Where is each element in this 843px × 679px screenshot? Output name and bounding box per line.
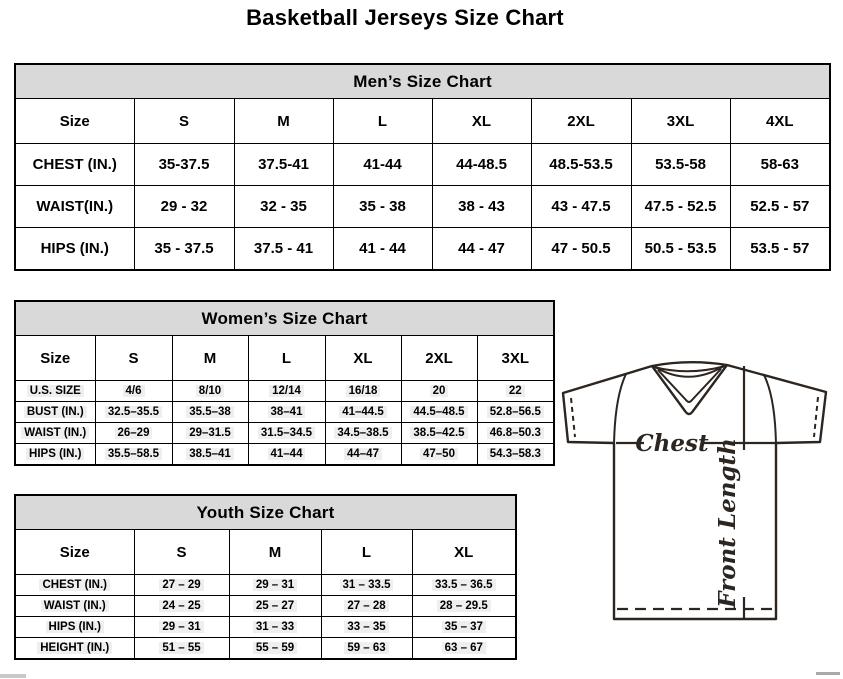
cell-value: 38.5–42.5 (410, 427, 467, 439)
cell-value: 58-63 (760, 156, 799, 173)
table-cell (412, 575, 516, 596)
table-cell (531, 228, 631, 271)
womens-table (14, 300, 555, 466)
cell-value: 41–44.5 (339, 406, 387, 418)
table-cell (95, 402, 172, 423)
cell-value: 35 - 37.5 (154, 240, 214, 257)
table-cell (248, 381, 325, 402)
cell-value: 28 – 29.5 (437, 600, 491, 612)
cell-value: 35 – 37 (442, 621, 486, 633)
table-cell (172, 444, 248, 466)
row-label (15, 186, 134, 228)
row-label-text: HIPS (IN.) (40, 240, 109, 257)
table-cell (134, 617, 229, 638)
row-label-text: HIPS (IN.) (26, 448, 84, 460)
row-label-text: HEIGHT (IN.) (37, 642, 112, 654)
table-row (15, 144, 830, 186)
row-label (15, 228, 134, 271)
table-cell (229, 638, 321, 660)
table-row (15, 617, 516, 638)
table-cell (321, 575, 412, 596)
table-cell (248, 423, 325, 444)
column-header: S (134, 530, 229, 575)
table-cell (477, 423, 554, 444)
scrollbar-fragment-right (816, 672, 840, 675)
row-label-text: HIPS (IN.) (46, 621, 104, 633)
cell-value: 47 - 50.5 (551, 240, 611, 257)
cell-value: 24 – 25 (159, 600, 203, 612)
size-row-label: Size (15, 336, 95, 381)
column-header: S (95, 336, 172, 381)
cell-value: 46.8–50.3 (487, 427, 544, 439)
column-header: 2XL (401, 336, 477, 381)
cell-value: 41 - 44 (359, 240, 406, 257)
youth-size-chart (14, 494, 515, 660)
column-header: M (172, 336, 248, 381)
cell-value: 50.5 - 53.5 (644, 240, 717, 257)
size-row-label: Size (15, 530, 134, 575)
mens-section-title: Men’s Size Chart (15, 64, 830, 99)
table-row (15, 228, 830, 271)
row-label (15, 402, 95, 423)
table-cell (333, 144, 432, 186)
column-header: M (234, 99, 333, 144)
table-cell (432, 144, 531, 186)
cell-value: 38.5–41 (186, 448, 234, 460)
table-cell (477, 381, 554, 402)
table-row (15, 186, 830, 228)
table-cell (325, 381, 401, 402)
row-label (15, 444, 95, 466)
table-cell (631, 228, 730, 271)
table-row (15, 444, 554, 466)
cell-value: 12/14 (269, 385, 304, 397)
cell-value: 47–50 (420, 448, 458, 460)
cell-value: 33.5 – 36.5 (432, 579, 496, 591)
table-cell (412, 638, 516, 660)
row-label (15, 144, 134, 186)
table-cell (477, 402, 554, 423)
row-label-text: WAIST (IN.) (41, 600, 109, 612)
womens-section-title: Women’s Size Chart (15, 301, 554, 336)
page-title: Basketball Jerseys Size Chart (246, 5, 564, 30)
table-cell (531, 186, 631, 228)
table-cell (134, 228, 234, 271)
cell-value: 44 - 47 (458, 240, 505, 257)
front-length-label: Front Length (714, 438, 741, 608)
table-cell (401, 423, 477, 444)
cell-value: 31 – 33.5 (340, 579, 394, 591)
cell-value: 31 – 33 (253, 621, 297, 633)
table-cell (631, 186, 730, 228)
cell-value: 31.5–34.5 (258, 427, 315, 439)
table-row (15, 381, 554, 402)
table-cell (333, 186, 432, 228)
table-cell (172, 381, 248, 402)
cell-value: 33 – 35 (344, 621, 388, 633)
column-header: L (333, 99, 432, 144)
cell-value: 29–31.5 (186, 427, 234, 439)
column-header: 3XL (631, 99, 730, 144)
cell-value: 52.8–56.5 (487, 406, 544, 418)
cell-value: 34.5–38.5 (334, 427, 391, 439)
table-cell (325, 423, 401, 444)
table-cell (730, 186, 830, 228)
table-cell (321, 638, 412, 660)
table-cell (234, 186, 333, 228)
table-row (15, 575, 516, 596)
row-label-text: WAIST(IN.) (36, 198, 114, 215)
column-header: XL (432, 99, 531, 144)
scrollbar-fragment-left (0, 674, 26, 678)
column-header: 4XL (730, 99, 830, 144)
table-cell (321, 617, 412, 638)
table-cell (412, 596, 516, 617)
cell-value: 52.5 - 57 (750, 198, 810, 215)
table-cell (134, 638, 229, 660)
cell-value: 55 – 59 (253, 642, 297, 654)
jersey-outline (563, 362, 826, 619)
table-cell (432, 228, 531, 271)
table-cell (95, 444, 172, 466)
column-header: XL (325, 336, 401, 381)
row-label-text: WAIST (IN.) (21, 427, 89, 439)
cell-value: 35 - 38 (359, 198, 406, 215)
womens-size-chart (14, 300, 553, 466)
cell-value: 8/10 (196, 385, 224, 397)
cell-value: 44.5–48.5 (410, 406, 467, 418)
table-row (15, 638, 516, 660)
cell-value: 32 - 35 (260, 198, 307, 215)
chest-label: Chest (635, 430, 709, 457)
row-label (15, 617, 134, 638)
cell-value: 59 – 63 (344, 642, 388, 654)
table-cell (234, 228, 333, 271)
cell-value: 48.5-53.5 (549, 156, 613, 173)
table-cell (531, 144, 631, 186)
column-header: M (229, 530, 321, 575)
table-cell (325, 402, 401, 423)
row-label-text: BUST (IN.) (24, 406, 87, 418)
youth-table (14, 494, 517, 660)
cell-value: 35.5–38 (186, 406, 234, 418)
cell-value: 29 – 31 (253, 579, 297, 591)
row-label (15, 638, 134, 660)
column-header: 3XL (477, 336, 554, 381)
column-header: S (134, 99, 234, 144)
table-cell (401, 444, 477, 466)
table-cell (477, 444, 554, 466)
cell-value: 16/18 (346, 385, 381, 397)
table-cell (229, 617, 321, 638)
column-header: XL (412, 530, 516, 575)
jersey-measurement-diagram (551, 357, 836, 627)
cell-value: 44–47 (344, 448, 382, 460)
cell-value: 47.5 - 52.5 (644, 198, 717, 215)
table-cell (95, 423, 172, 444)
table-cell (134, 186, 234, 228)
table-cell (401, 381, 477, 402)
column-header: L (248, 336, 325, 381)
cell-value: 53.5-58 (655, 156, 706, 173)
table-cell (134, 144, 234, 186)
table-cell (325, 444, 401, 466)
cell-value: 29 - 32 (160, 198, 208, 215)
row-label-text: CHEST (IN.) (32, 156, 117, 173)
cell-value: 53.5 - 57 (750, 240, 810, 257)
cell-value: 38 - 43 (458, 198, 505, 215)
mens-size-chart (14, 63, 829, 271)
table-cell (631, 144, 730, 186)
cell-value: 26–29 (115, 427, 153, 439)
row-label (15, 596, 134, 617)
table-cell (730, 228, 830, 271)
table-cell (401, 402, 477, 423)
cell-value: 22 (506, 385, 525, 397)
cell-value: 35-37.5 (158, 156, 210, 173)
column-header: 2XL (531, 99, 631, 144)
table-cell (95, 381, 172, 402)
table-cell (134, 575, 229, 596)
table-cell (321, 596, 412, 617)
cell-value: 35.5–58.5 (105, 448, 162, 460)
cell-value: 25 – 27 (253, 600, 297, 612)
cell-value: 41-44 (363, 156, 402, 173)
cell-value: 27 – 29 (159, 579, 203, 591)
row-label-text: U.S. SIZE (27, 385, 84, 397)
cell-value: 37.5-41 (258, 156, 309, 173)
cell-value: 27 – 28 (344, 600, 388, 612)
row-label-text: CHEST (IN.) (39, 579, 110, 591)
table-cell (432, 186, 531, 228)
table-row (15, 596, 516, 617)
cell-value: 38–41 (268, 406, 306, 418)
cell-value: 20 (430, 385, 449, 397)
column-header: L (321, 530, 412, 575)
table-cell (134, 596, 229, 617)
table-cell (412, 617, 516, 638)
cell-value: 44-48.5 (456, 156, 507, 173)
table-row (15, 402, 554, 423)
cell-value: 29 – 31 (159, 621, 203, 633)
table-cell (172, 402, 248, 423)
youth-section-title: Youth Size Chart (15, 495, 516, 530)
table-row (15, 423, 554, 444)
cell-value: 63 – 67 (442, 642, 486, 654)
table-cell (333, 228, 432, 271)
cell-value: 4/6 (123, 385, 145, 397)
table-cell (248, 402, 325, 423)
row-label (15, 575, 134, 596)
cell-value: 37.5 - 41 (253, 240, 314, 257)
row-label (15, 423, 95, 444)
cell-value: 51 – 55 (159, 642, 203, 654)
cell-value: 41–44 (268, 448, 306, 460)
size-row-label: Size (15, 99, 134, 144)
table-cell (172, 423, 248, 444)
table-cell (229, 596, 321, 617)
cell-value: 32.5–35.5 (105, 406, 162, 418)
row-label (15, 381, 95, 402)
table-cell (229, 575, 321, 596)
table-cell (730, 144, 830, 186)
table-cell (248, 444, 325, 466)
table-cell (234, 144, 333, 186)
cell-value: 43 - 47.5 (551, 198, 611, 215)
cell-value: 54.3–58.3 (487, 448, 544, 460)
mens-table (14, 63, 831, 271)
